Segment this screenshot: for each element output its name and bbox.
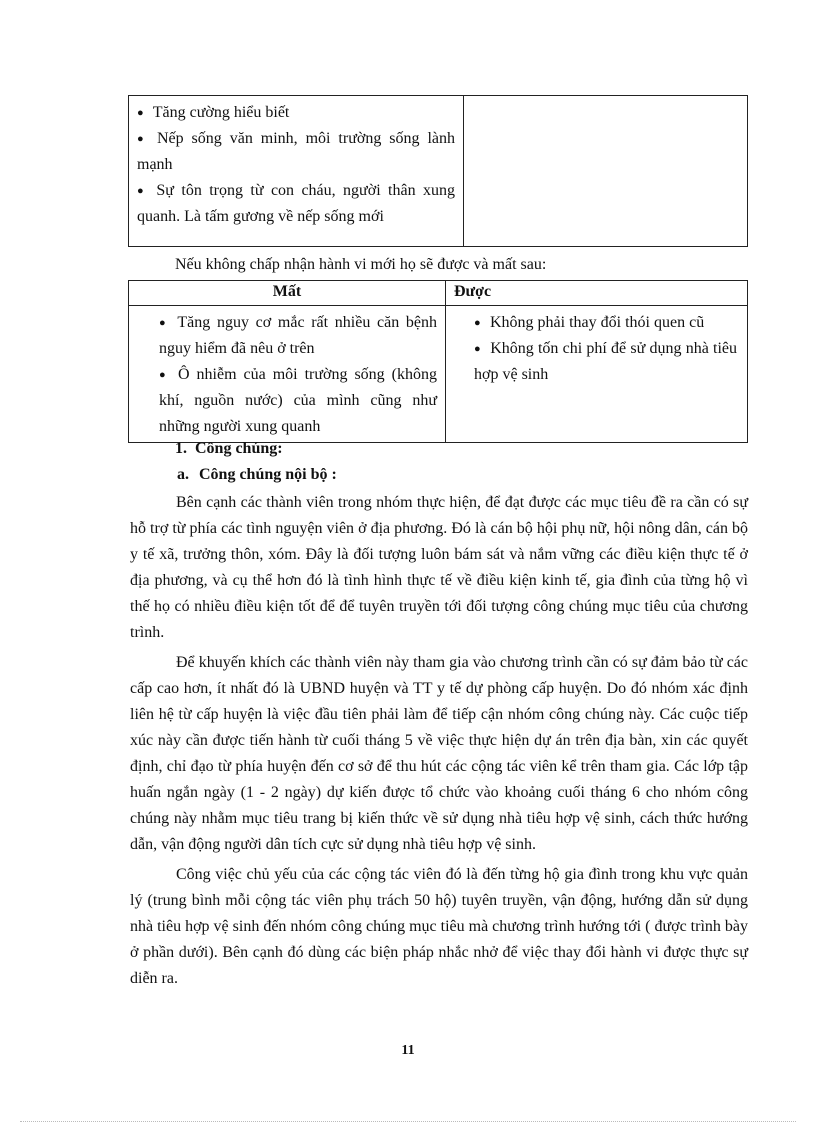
bullet-icon: ● [137,107,144,119]
header-lose: Mất [129,281,446,306]
bullet-icon: ● [474,317,481,329]
intro-line: Nếu không chấp nhận hành vi mới họ sẽ được và mất sau: [175,256,547,273]
body-text [130,490,748,996]
bullet-icon: ● [474,343,481,355]
subsection-title: Công chúng nội bộ : [199,466,337,483]
subsection-heading [177,466,337,484]
subsection-number: a. [177,466,189,483]
lose-cell [129,306,446,443]
page-number: 11 [401,1043,415,1058]
paragraph: Để khuyến khích các thành viên này tham gia vào chương trình cần có sự đảm bảo từ các cấp cao hơn, ít nhất đó là UBND huyện và TT y tế dự phòng cấp huyện. Do đó nhóm xác định liên hệ từ cấp huyện là việc đầu tiên phải làm để tiếp cận nhóm công chúng này. Các cuộc tiếp xúc này cần được tiến hành từ cuối tháng 5 về việc thực hiện dự án trên địa bàn, xin các quyết định, chỉ đạo từ phía huyện đến cơ sở để thu hút các cộng tác viên kể trên tham gia. Các lớp tập huấn ngắn ngày (1 - 2 ngày) dự kiến được tổ chức vào khoảng cuối tháng 6 cho nhóm công chúng này nhằm mục tiêu trang bị kiến thức về sử dụng nhà tiêu hợp vệ sinh, cách thức hướng dẫn, vận động người dân tích cực sử dụng nhà tiêu hợp vệ sinh. [130,654,748,853]
paragraph: Bên cạnh các thành viên trong nhóm thực hiện, để đạt được các mục tiêu đề ra cần có sự hỗ trợ từ phía các tình nguyện viên ở địa phương. Đó là cán bộ hội phụ nữ, hội nông dân, cán bộ y tế xã, trưởng thôn, xóm. Đây là đối tượng luôn bám sát và nắm vững các điều kiện thực tế ở địa phương, và cụ thể hơn đó là tình hình thực tế về điều kiện kinh tế, gia đình của từng hộ vì thế họ có nhiều điều kiện tốt để để tuyên truyền tới đối tượng công chúng mục tiêu của chương trình. [130,494,748,641]
section-heading [175,440,283,458]
page-bottom-edge [20,1121,796,1122]
gain-lose-table [128,280,748,443]
benefits-cell [129,96,464,247]
bullet-icon: ● [137,133,144,145]
section-title: Công chúng: [195,440,283,457]
bullet-icon: ● [137,185,144,197]
bullet-item: ● Không phải thay đổi thói quen cũ [474,310,737,336]
bullet-icon: ● [159,369,166,381]
bullet-item: ● Tăng cường hiểu biết [137,100,455,126]
section-number: 1. [175,440,187,457]
bullet-item: ● Sự tôn trọng từ con cháu, người thân xung quanh. Là tấm gương về nếp sống mới [137,178,455,230]
paragraph: Công việc chủ yếu của các cộng tác viên đó là đến từng hộ gia đình trong khu vực quản lý (trung bình mỗi cộng tác viên phụ trách 50 hộ) tuyên truyền, vận động, hướng dẫn sử dụng nhà tiêu hợp vệ sinh đến nhóm công chúng mục tiêu mà chương trình hướng tới ( được trình bày ở phần dưới). Bên cạnh đó dùng các biện pháp nhắc nhở để việc thay đổi hành vi được thực sự diễn ra. [130,866,748,987]
bullet-item: ● Không tốn chi phí để sử dụng nhà tiêu hợp vệ sinh [474,336,737,388]
bullet-item: ● Nếp sống văn minh, môi trường sống lành mạnh [137,126,455,178]
benefits-table [128,95,748,247]
bullet-item: ● Ô nhiễm của môi trường sống (không khí, nguồn nước) của mình cũng như những người xung quanh [159,362,437,440]
bullet-item: ● Tăng nguy cơ mắc rất nhiều căn bệnh nguy hiểm đã nêu ở trên [159,310,437,362]
empty-cell [464,96,748,247]
gain-cell [446,306,748,443]
header-gain: Được [446,281,748,306]
bullet-icon: ● [159,317,166,329]
